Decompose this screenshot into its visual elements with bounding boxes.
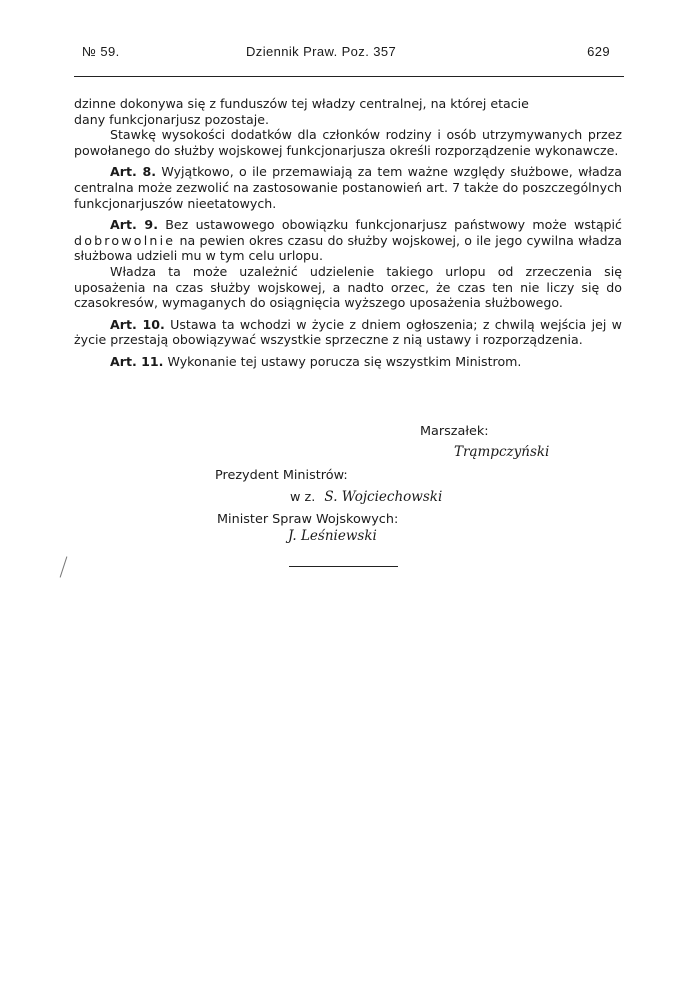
page-number: 629 — [587, 44, 610, 59]
article-9-text-b: na pewien okres czasu do służby wojskowej, o ile jego cywilna władza służbowa udzieli mu w tym celu urlopu. — [74, 232, 622, 264]
article-10-label: Art. 10. — [110, 316, 165, 332]
pm-name: S. Wojciechowski — [324, 489, 443, 505]
article-8-text: Wyjątkowo, o ile przemawiają za tem ważne względy służbowe, władza centralna może zezwolić na zastosowanie postanowień art. 7 także do poszczególnych funkcjonarjuszów nieetatowych. — [74, 164, 622, 211]
article-8-label: Art. 8. — [110, 164, 157, 180]
paragraph-family-allowance: Stawkę wysokości dodatków dla członków rodziny i osób utrzymywanych przez powołanego do służby wojskowej funkcjonarjusza określi rozporządzenie wykonawcze. — [74, 127, 622, 158]
closing-rule — [289, 566, 398, 567]
marshal-title: Marszałek: — [420, 424, 489, 439]
issue-number: № 59. — [82, 44, 120, 59]
pm-signature-line — [290, 486, 442, 505]
article-9-text-a: Bez ustawowego obowiązku funkcjonarjusz państwowy może wstąpić — [165, 217, 622, 233]
article-8 — [74, 164, 622, 211]
document-body — [74, 96, 622, 370]
article-9-spaced-word: dobrowolnie — [74, 232, 176, 248]
article-10 — [74, 317, 622, 348]
header-rule — [74, 76, 624, 77]
article-11 — [74, 354, 622, 370]
article-9-label: Art. 9. — [110, 217, 158, 233]
continuation-line-2: dany funkcjonarjusz pozostaje. — [74, 111, 269, 127]
article-9 — [74, 217, 622, 264]
military-minister-title: Minister Spraw Wojskowych: — [217, 512, 399, 527]
paragraph-continuation — [74, 96, 622, 127]
margin-pen-mark — [60, 556, 68, 577]
article-9-paragraph-2: Władza ta może uzależnić udzielenie takiego urlopu od zrzeczenia się uposażenia na czas służby wojskowej, a nadto orzec, że czas ten nie liczy się do czasokresów, wymaganych do osiągnięcia wyższego uposażenia służbowego. — [74, 263, 622, 311]
article-10-text: Ustawa ta wchodzi w życie z dniem ogłoszenia; z chwilą wejścia jej w życie przestają obowiązywać wszystkie sprzeczne z nią ustawy i rozporządzenia. — [74, 316, 622, 348]
journal-title: Dziennik Praw. Poz. 357 — [246, 44, 397, 59]
pm-title: Prezydent Ministrów: — [215, 468, 348, 483]
article-11-label: Art. 11. — [110, 353, 164, 369]
pm-prefix: w z. — [290, 490, 316, 505]
military-minister-name: J. Leśniewski — [288, 528, 377, 544]
continuation-line-1: dzinne dokonywa się z funduszów tej władzy centralnej, na której etacie — [74, 96, 529, 111]
article-11-text: Wykonanie tej ustawy porucza się wszystkim Ministrom. — [167, 353, 522, 369]
page-header — [72, 44, 624, 64]
marshal-name: Trąmpczyński — [454, 444, 550, 460]
